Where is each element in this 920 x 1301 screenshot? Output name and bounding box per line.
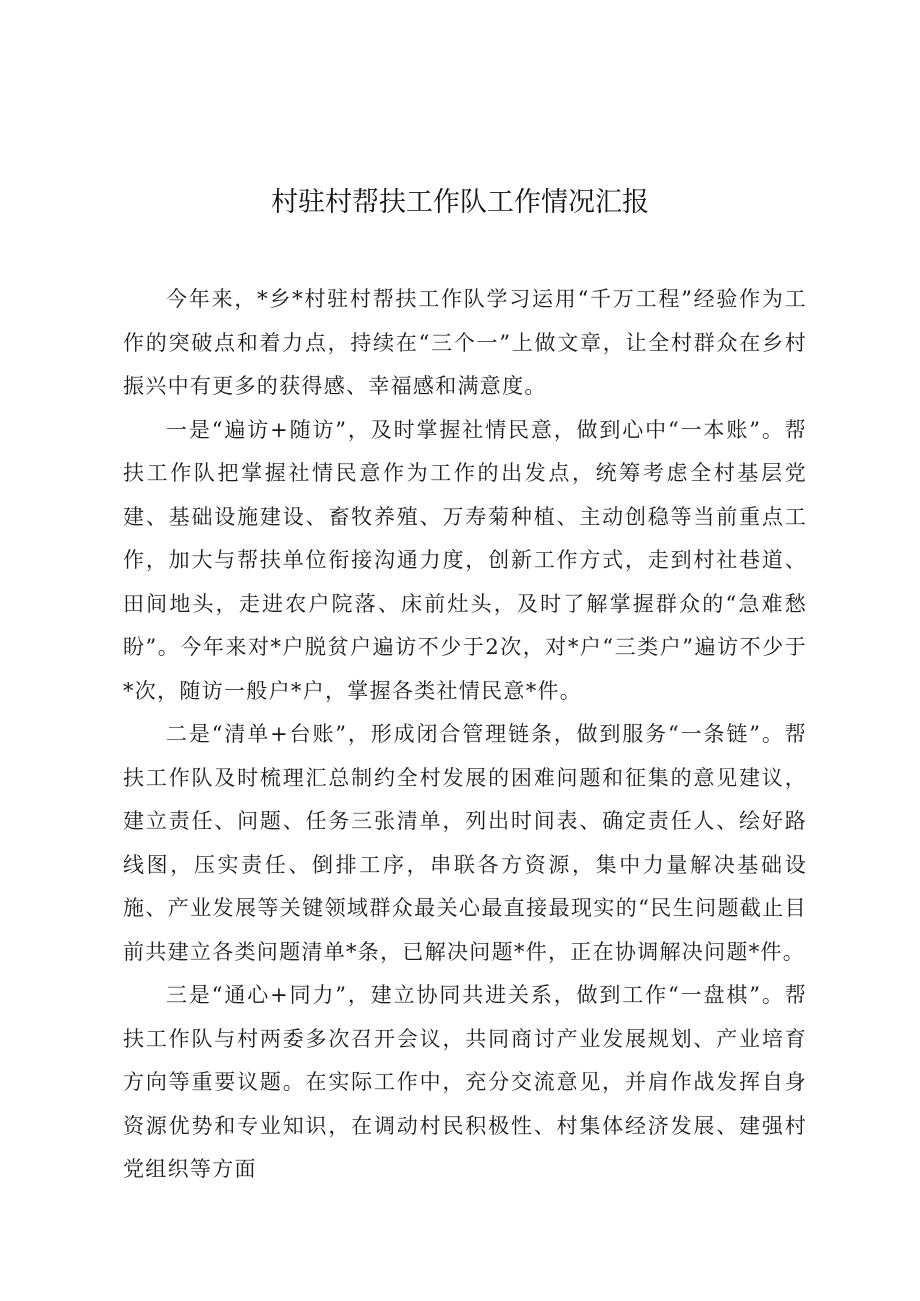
- paragraph-intro: 今年来，*乡*村驻村帮扶工作队学习运用“千万工程”经验作为工作的突破点和着力点，持续在“三个一”上做文章，让全村群众在乡村振兴中有更多的获得感、幸福感和满意度。: [123, 287, 807, 398]
- document-title: 村驻村帮扶工作队工作情况汇报: [271, 187, 649, 218]
- paragraph-third-point: 三是“通心+同力”，建立协同共进关系，做到工作“一盘棋”。帮扶工作队与村两委多次召开会议，共同商讨产业发展规划、产业培育方向等重要议题。在实际工作中，充分交流意见，并肩作战发挥自身资源优势和专业知识，在调动村民积极性、村集体经济发展、建强村党组织等方面: [123, 983, 807, 1181]
- paragraph-first-point: 一是“遍访+随访”，及时掌握社情民意，做到心中“一本账”。帮扶工作队把掌握社情民意作为工作的出发点，统筹考虑全村基层党建、基础设施建设、畜牧养殖、万寿菊种植、主动创稳等当前重点工作，加大与帮扶单位衔接沟通力度，创新工作方式，走到村社巷道、田间地头，走进农户院落、床前灶头，及时了解掌握群众的“急难愁盼”。今年来对*户脱贫户遍访不少于2次，对*户“三类户”遍访不少于*次，随访一般户*户，掌握各类社情民意*件。: [123, 417, 807, 703]
- paragraph-second-point: 二是“清单+台账”，形成闭合管理链条，做到服务“一条链”。帮扶工作队及时梳理汇总制约全村发展的困难问题和征集的意见建议，建立责任、问题、任务三张清单，列出时间表、确定责任人、绘好路线图，压实责任、倒排工序，串联各方资源，集中力量解决基础设施、产业发展等关键领域群众最关心最直接最现实的“民生问题截止目前共建立各类问题清单*条，已解决问题*件，正在协调解决问题*件。: [123, 722, 807, 964]
- document-body: [123, 278, 807, 1192]
